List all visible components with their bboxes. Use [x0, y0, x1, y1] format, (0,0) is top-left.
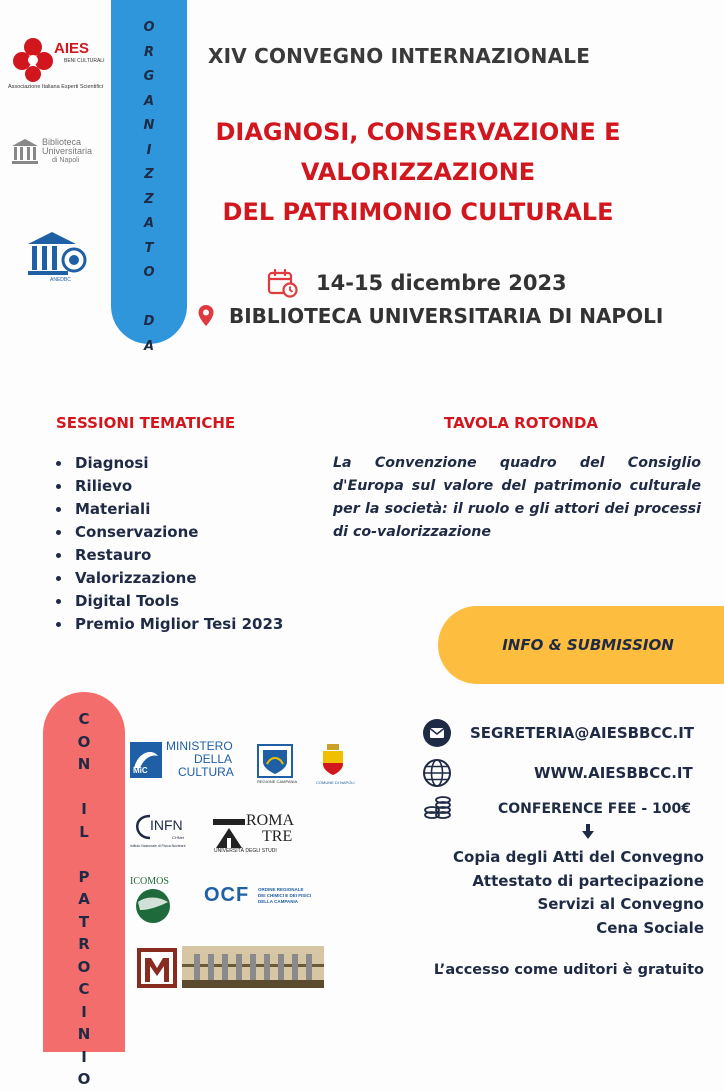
organizers-letter: T [144, 240, 154, 256]
session-item: Digital Tools [56, 590, 283, 613]
organizers-letter: D [143, 314, 155, 329]
biblioteca-line3: di Napoli [52, 157, 80, 164]
roma-tre-logo [212, 812, 322, 858]
date-row [266, 266, 567, 300]
coins-icon [422, 796, 452, 822]
aies-emblem-icon [10, 36, 56, 82]
roma-line1: ROMA [246, 812, 295, 829]
email-row [422, 718, 694, 748]
round-table-description: La Convenzione quadro del Consiglio d'Europa sul valore del patrimonio culturale per la società: il ruolo e gli attori dei processi di co-valorizzazione [333, 455, 701, 540]
conference-venue: BIBLIOTECA UNIVERSITARIA DI NAPOLI [229, 304, 664, 328]
conference-date: 14-15 dicembre 2023 [316, 271, 567, 295]
title-line: DIAGNOSI, CONSERVAZIONE E [215, 118, 621, 146]
organizers-letter: Z [144, 191, 154, 207]
session-item: Premio Miglior Tesi 2023 [56, 613, 283, 636]
infn-caption: Istituto Nazionale di Fisica Nucleare [130, 844, 186, 848]
aies-name: AIES [54, 40, 90, 57]
roma-line2: TRE [262, 828, 293, 845]
title-line: VALORIZZAZIONE [300, 158, 536, 186]
biblioteca-line1: Biblioteca [42, 137, 82, 147]
infn-sub: CHNet [172, 835, 185, 840]
session-item: Conservazione [56, 521, 283, 544]
aies-caption: Associazione Italiana Esperti Scientifici [8, 84, 104, 90]
organizers-letter: G [143, 69, 155, 84]
round-table-heading: TAVOLA ROTONDA [444, 414, 599, 432]
patronage-letter: A [78, 890, 90, 908]
mic-abbr: MiC [133, 766, 148, 775]
patronage-letter: N [77, 755, 91, 773]
infn-logo [130, 812, 200, 858]
ocf-abbr: OCF [204, 884, 250, 906]
organizers-letter: R [143, 44, 154, 60]
contact-website[interactable]: WWW.AIESBBCC.IT [534, 764, 693, 782]
icomos-globe-icon [128, 888, 178, 924]
info-submission-button[interactable]: INFO & SUBMISSION [438, 606, 724, 684]
arrow-down-icon [581, 824, 595, 840]
patronage-letter: O [77, 732, 91, 751]
mic-line2: DELLA [194, 752, 233, 766]
venue-row [197, 300, 663, 332]
aies-logo [8, 36, 108, 96]
globe-icon [422, 758, 452, 788]
roma-caption: UNIVERSITÀ DEGLI STUDI [214, 848, 277, 854]
biblioteca-line2: Universitaria [42, 146, 93, 156]
ocf-line1: ORDINE REGIONALE [258, 887, 304, 892]
organizers-letter: A [143, 338, 155, 354]
title-line: DEL PATRIMONIO CULTURALE [222, 198, 614, 226]
biblioteca-logo [8, 132, 108, 172]
instrument-photo [182, 946, 324, 988]
patronage-vertical-label [43, 708, 125, 1091]
benefit-item: Servizi al Convegno [537, 895, 704, 913]
organizers-letter: A [143, 216, 155, 231]
infn-name: INFN [150, 817, 183, 833]
benefit-item: Copia degli Atti del Convegno [453, 848, 704, 866]
conference-edition: XIV CONVEGNO INTERNAZIONALE [208, 44, 591, 68]
organizers-vertical-label [111, 16, 187, 359]
library-building-icon [10, 136, 40, 166]
sessions-list [56, 452, 283, 636]
patronage-letter: I [81, 1002, 87, 1021]
aies-tag: BENI CULTURALI [64, 58, 105, 64]
mic-logo [130, 740, 250, 782]
patronage-letter: O [77, 1070, 91, 1088]
icomos-name: ICOMOS [130, 876, 169, 887]
patronage-letter: R [78, 935, 90, 953]
organizers-letter: O [143, 20, 155, 35]
free-access-note: L’accesso come uditori è gratuito [433, 962, 704, 978]
patronage-letter: I [81, 1047, 87, 1066]
scientific-instrument-image [182, 946, 324, 988]
museum-m-icon [137, 948, 177, 988]
session-item: Rilievo [56, 475, 283, 498]
patronage-letter: P [78, 867, 90, 886]
benefit-item: Attestato di partecipazione [472, 871, 704, 890]
icomos-logo [128, 876, 184, 926]
session-item: Diagnosi [56, 452, 283, 475]
location-pin-icon [197, 304, 215, 328]
patronage-letter: O [77, 957, 91, 976]
benefit-item: Cena Sociale [596, 918, 704, 937]
roma-tre-emblem-icon [212, 818, 246, 852]
ocf-logo [204, 884, 324, 912]
mic-line1: MINISTERO [166, 739, 233, 753]
organizers-letter: A [143, 93, 155, 109]
comune-napoli-logo [312, 744, 358, 790]
organizers-letter: Z [144, 167, 154, 182]
patronage-letter: C [78, 980, 90, 998]
session-item: Valorizzazione [56, 567, 283, 590]
regione-shield-icon [257, 744, 293, 778]
organizers-letter: O [143, 265, 155, 280]
patronage-letter: N [77, 1025, 91, 1043]
email-icon [422, 718, 452, 748]
mic-line3: CULTURA [178, 765, 234, 779]
session-item: Materiali [56, 498, 283, 521]
sessions-heading: SESSIONI TEMATICHE [56, 414, 236, 432]
session-item: Restauro [56, 544, 283, 567]
organizers-letter: I [146, 142, 152, 158]
patronage-letter: T [78, 912, 90, 931]
conference-fee: CONFERENCE FEE - 100€ [498, 801, 692, 817]
regione-campania-logo [257, 744, 298, 786]
website-row [422, 758, 693, 788]
ocf-line2: DEI CHIMICI E DEI FISICI [258, 893, 312, 898]
calendar-icon [266, 267, 298, 299]
museum-logo [137, 948, 177, 988]
regione-caption: REGIONE CAMPANIA [257, 779, 298, 784]
fee-row [422, 796, 691, 822]
patronage-letter: I [81, 800, 87, 818]
comune-caption: COMUNE DI NAPOLI [316, 780, 355, 785]
contact-email[interactable]: SEGRETERIA@AIESBBCC.IT [470, 724, 695, 742]
anedbc-logo [22, 230, 92, 286]
patronage-letter: C [78, 710, 90, 728]
conference-title [188, 112, 648, 232]
organizers-letter: N [143, 118, 155, 133]
ocf-line3: DELLA CAMPANIA [258, 899, 298, 904]
fee-benefits [400, 846, 704, 940]
anedbc-temple-icon [22, 230, 88, 278]
comune-crest-icon [320, 744, 346, 776]
anedbc-caption: ANEDBC [50, 277, 71, 283]
patronage-letter: L [79, 822, 89, 841]
